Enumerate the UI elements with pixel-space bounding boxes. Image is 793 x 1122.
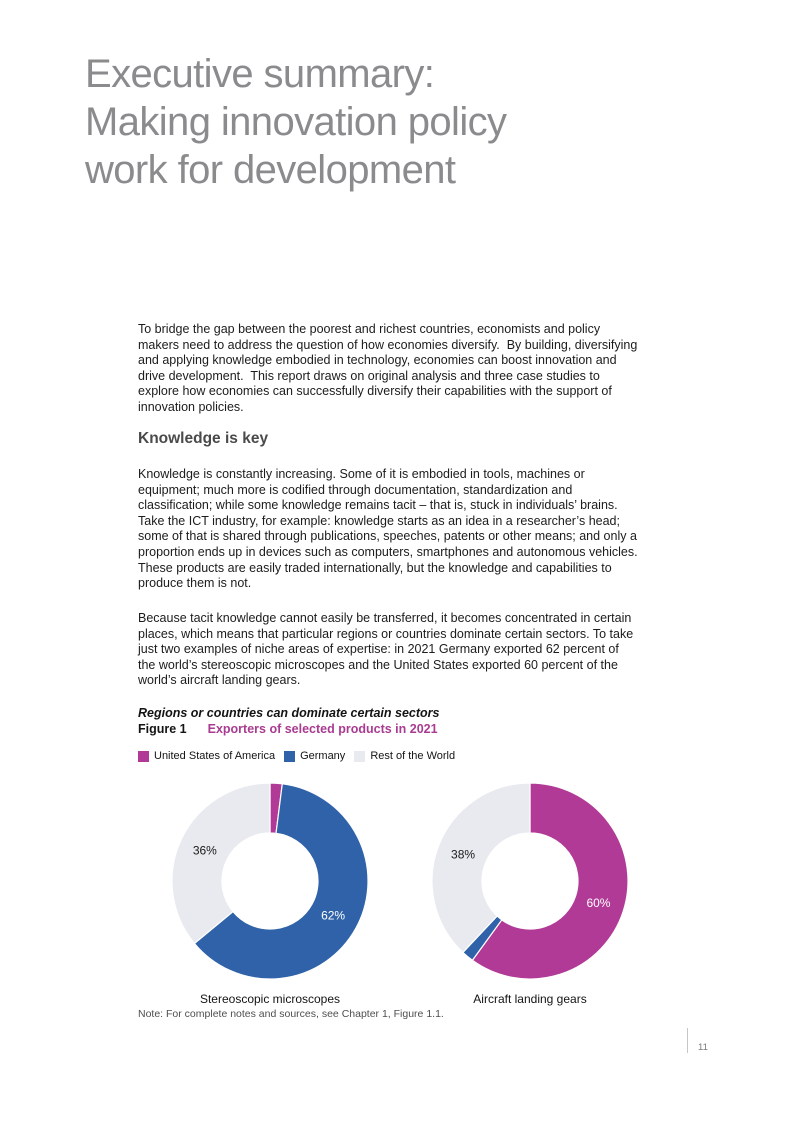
title-line-1: Executive summary: xyxy=(85,52,435,96)
title-line-3: work for development xyxy=(85,148,456,192)
legend-label: Rest of the World xyxy=(370,750,456,762)
legend-swatch-germany xyxy=(284,751,295,762)
figure-note: Note: For complete notes and sources, see Chapter 1, Figure 1.1. xyxy=(138,1008,444,1020)
title-line-2: Making innovation policy xyxy=(85,100,507,144)
legend-item-rest-of-world xyxy=(354,750,455,762)
knowledge-paragraph: Knowledge is constantly increasing. Some of it is embodied in tools, machines or equipment; much more is codified through documentation, standardization and classification; while some knowledge remains tacit – that is, stuck in individuals’ brains. Take the ICT industry, for example: knowledge starts as an idea in a researcher’s head; some of that is shared through publications, speeches, patents or other means; and only a proportion ends up in devices such as computers, smartphones and autonomous vehicles. These products are easily traded internationally, but the knowledge and capabilities to produce them is not. xyxy=(138,467,641,591)
chart-legend xyxy=(138,750,455,762)
figure-label: Figure 1 xyxy=(138,722,187,736)
legend-swatch-united-states xyxy=(138,751,149,762)
tacit-knowledge-paragraph: Because tacit knowledge cannot easily be transferred, it becomes concentrated in certain places, which means that particular regions or countries dominate certain sectors. To take just two examples of niche areas of expertise: in 2021 Germany exported 62 percent of the world’s stereoscopic microscopes and the United States exported 60 percent of the world’s aircraft landing gears. xyxy=(138,611,637,688)
chart-caption-aircraft-landing-gears: Aircraft landing gears xyxy=(473,992,587,1006)
section-heading-knowledge-is-key: Knowledge is key xyxy=(138,430,269,447)
page-title xyxy=(85,50,506,194)
donut-chart-stereoscopic-microscopes xyxy=(160,773,380,1006)
page-number: 11 xyxy=(698,1042,708,1053)
figure-title: Exporters of selected products in 2021 xyxy=(207,722,438,736)
figure-pretitle: Regions or countries can dominate certain sectors xyxy=(138,706,440,720)
slice-value-label: 36% xyxy=(192,843,217,858)
figure-title-line xyxy=(138,722,438,736)
page-number-rule xyxy=(687,1028,688,1053)
donut-chart-aircraft-landing-gears xyxy=(420,773,640,1006)
slice-value-label: 38% xyxy=(451,847,476,862)
legend-swatch-rest-of-world xyxy=(354,751,365,762)
intro-paragraph: To bridge the gap between the poorest and richest countries, economists and policy makers need to address the question of how economies diversify. By building, diversifying and applying knowledge embodied in technology, economies can boost innovation and drive development. This report draws on original analysis and three case studies to explore how economies can successfully diversify their capabilities with the support of innovation policies. xyxy=(138,322,641,414)
slice-value-label: 60% xyxy=(586,896,611,911)
legend-label: Germany xyxy=(300,750,346,762)
legend-item-united-states xyxy=(138,750,275,762)
donut-slice-rest-of-the-world xyxy=(172,783,270,943)
chart-caption-stereoscopic-microscopes: Stereoscopic microscopes xyxy=(199,992,341,1006)
legend-item-germany xyxy=(284,750,345,762)
legend-label: United States of America xyxy=(154,750,276,762)
slice-value-label: 62% xyxy=(321,908,346,923)
